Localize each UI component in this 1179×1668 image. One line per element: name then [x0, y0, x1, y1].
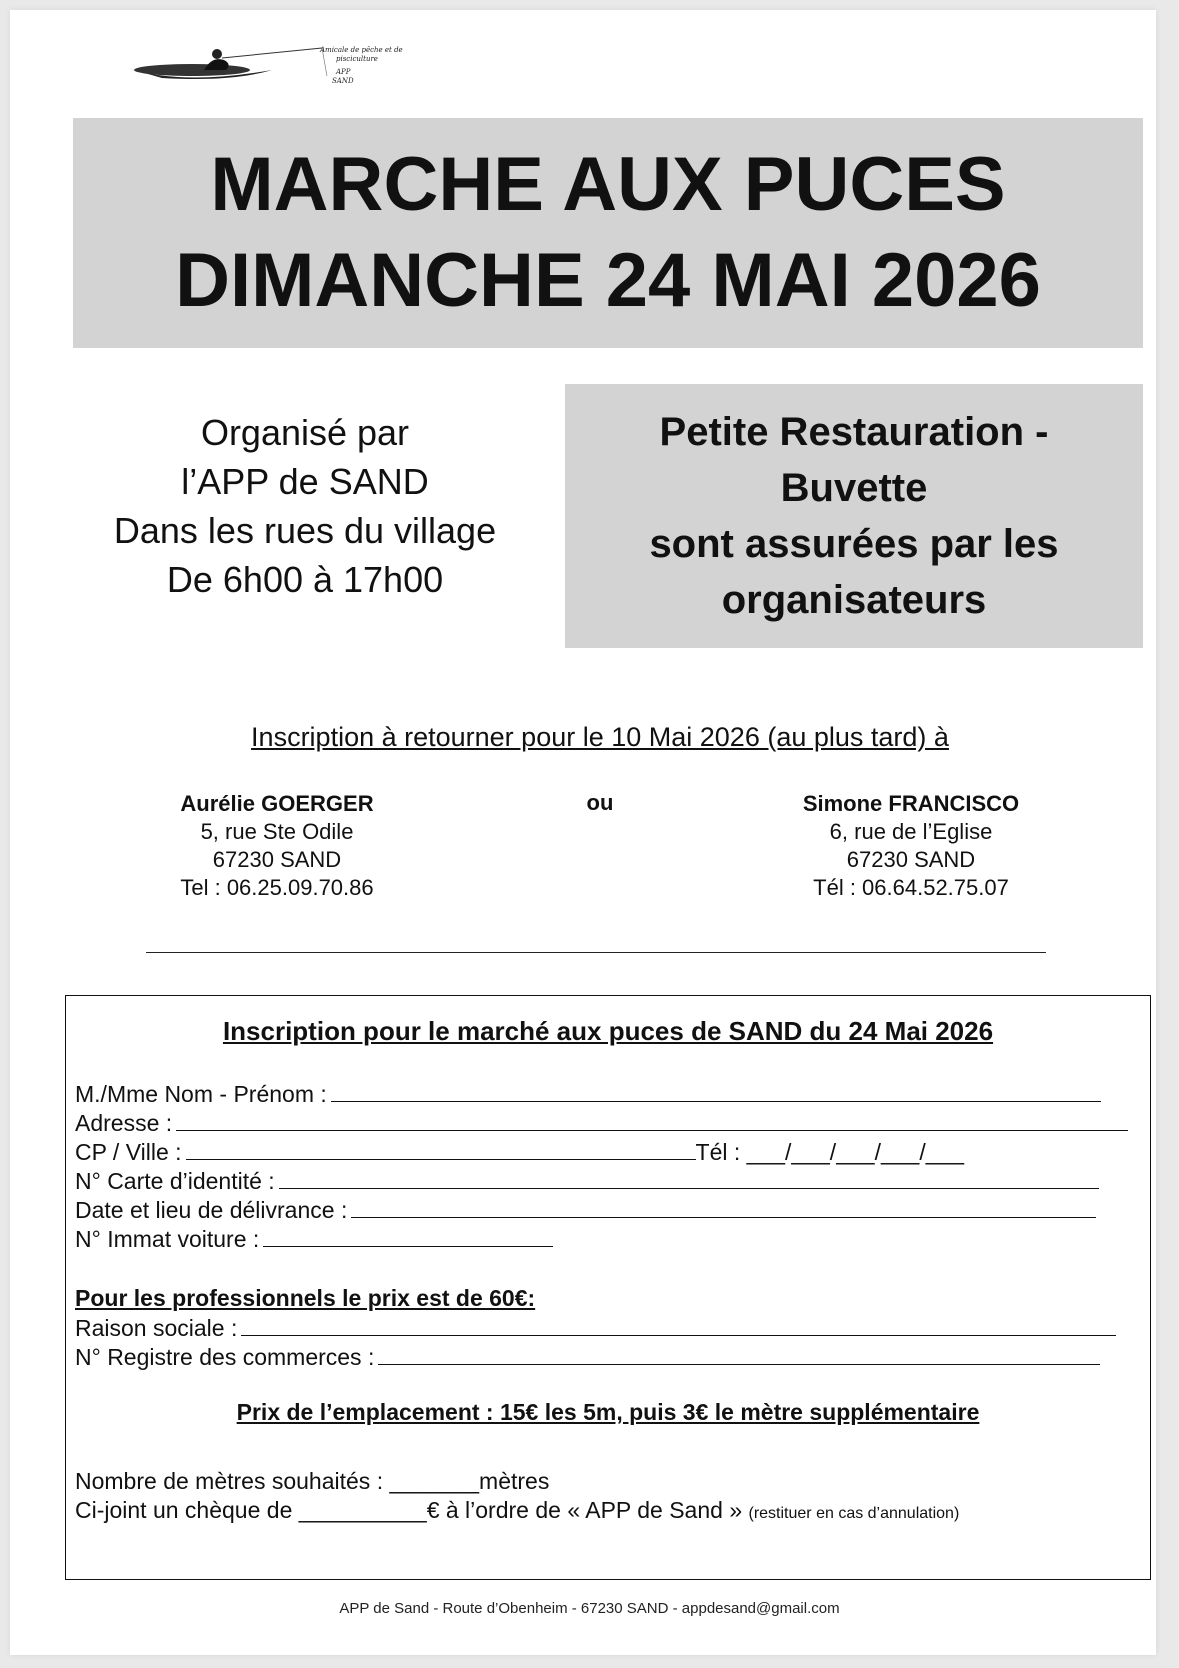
footer-address: APP de Sand - Route d’Obenheim - 67230 SAND - appdesand@gmail.com — [339, 1600, 840, 1617]
contact-right-name: Simone FRANCISCO — [802, 791, 1020, 816]
contact-right-street: 6, rue de l’Eglise — [829, 819, 993, 844]
price-heading: Prix de l’emplacement : 15€ les 5m, puis 3€ le mètre supplémentaire — [236, 1399, 980, 1425]
return-notice: Inscription à retourner pour le 10 Mai 2026 (au plus tard) à — [251, 722, 949, 752]
contact-right-phone: Tél : 06.64.52.75.07 — [813, 875, 1009, 900]
plate-label: N° Immat voiture : — [75, 1226, 260, 1252]
registry-field[interactable] — [378, 1342, 1100, 1365]
tel-label[interactable]: Tél : ___/___/___/___/___ — [695, 1139, 965, 1165]
delivery-row — [75, 1195, 1096, 1225]
meters-row — [75, 1467, 549, 1496]
contact-left-city: 67230 SAND — [212, 847, 342, 872]
contact-left-name: Aurélie GOERGER — [180, 791, 374, 816]
app-sand-logo — [122, 46, 412, 94]
organizer-line-4: De 6h00 à 17h00 — [166, 559, 444, 600]
meters-label: Nombre de mètres souhaités : — [75, 1468, 384, 1494]
id-card-label: N° Carte d’identité : — [75, 1168, 275, 1194]
meters-unit: mètres — [479, 1468, 550, 1494]
contact-left — [117, 790, 437, 902]
company-field[interactable] — [241, 1313, 1116, 1336]
delivery-field[interactable] — [351, 1195, 1096, 1218]
banner-date: DIMANCHE 24 MAI 2026 — [175, 238, 1041, 323]
registration-form — [65, 995, 1151, 1580]
resto-line-3: sont assurées par les — [649, 522, 1059, 566]
name-row — [75, 1079, 1101, 1109]
resto-line-1: Petite Restauration - — [659, 410, 1049, 454]
contact-left-phone: Tel : 06.25.09.70.86 — [180, 875, 374, 900]
meters-blank[interactable]: _______ — [389, 1468, 480, 1494]
contact-right — [751, 790, 1071, 902]
cheque-note: (restituer en cas d’annulation) — [748, 1505, 960, 1522]
title-banner — [73, 118, 1143, 348]
id-card-row — [75, 1166, 1099, 1196]
resto-line-4: organisateurs — [721, 578, 987, 622]
address-label: Adresse : — [75, 1110, 173, 1136]
restauration-box — [565, 384, 1143, 648]
company-label: Raison sociale : — [75, 1315, 238, 1341]
cp-row — [75, 1137, 964, 1167]
pro-heading: Pour les professionnels le prix est de 60€: — [75, 1285, 536, 1311]
cheque-label: Ci-joint un chèque de — [75, 1497, 293, 1523]
delivery-label: Date et lieu de délivrance : — [75, 1197, 348, 1223]
organizer-line-2: l’APP de SAND — [181, 461, 429, 502]
cp-label: CP / Ville : — [75, 1139, 182, 1165]
id-card-field[interactable] — [279, 1166, 1099, 1189]
contact-right-city: 67230 SAND — [846, 847, 976, 872]
registry-label: N° Registre des commerces : — [75, 1344, 375, 1370]
connector-ou: ou — [586, 790, 614, 815]
banner-title: MARCHE AUX PUCES — [210, 142, 1006, 227]
logo-text-1: Amicale de pêche et de — [320, 46, 403, 54]
cut-separator-line — [146, 952, 1046, 953]
plate-field[interactable] — [263, 1224, 553, 1247]
name-label: M./Mme Nom - Prénom : — [75, 1081, 327, 1107]
organizer-info — [60, 408, 550, 604]
cp-city-field[interactable] — [186, 1137, 696, 1160]
form-title: Inscription pour le marché aux puces de SAND du 24 Mai 2026 — [222, 1016, 994, 1046]
logo-text-2: pisciculture — [336, 55, 378, 63]
plate-row — [75, 1224, 553, 1254]
logo-text-4: SAND — [332, 77, 354, 85]
resto-line-2: Buvette — [780, 466, 928, 510]
cheque-blank[interactable]: __________ — [298, 1497, 427, 1523]
company-row — [75, 1313, 1116, 1343]
organizer-line-3: Dans les rues du village — [113, 510, 497, 551]
logo-text-3: APP — [336, 68, 351, 76]
name-field[interactable] — [331, 1079, 1101, 1102]
contact-left-street: 5, rue Ste Odile — [200, 819, 354, 844]
cheque-row — [75, 1496, 959, 1528]
registry-row — [75, 1342, 1100, 1372]
organizer-line-1: Organisé par — [200, 412, 410, 453]
address-row — [75, 1108, 1128, 1138]
address-field[interactable] — [176, 1108, 1128, 1131]
cheque-suffix: € à l’ordre de « APP de Sand » — [426, 1497, 743, 1523]
